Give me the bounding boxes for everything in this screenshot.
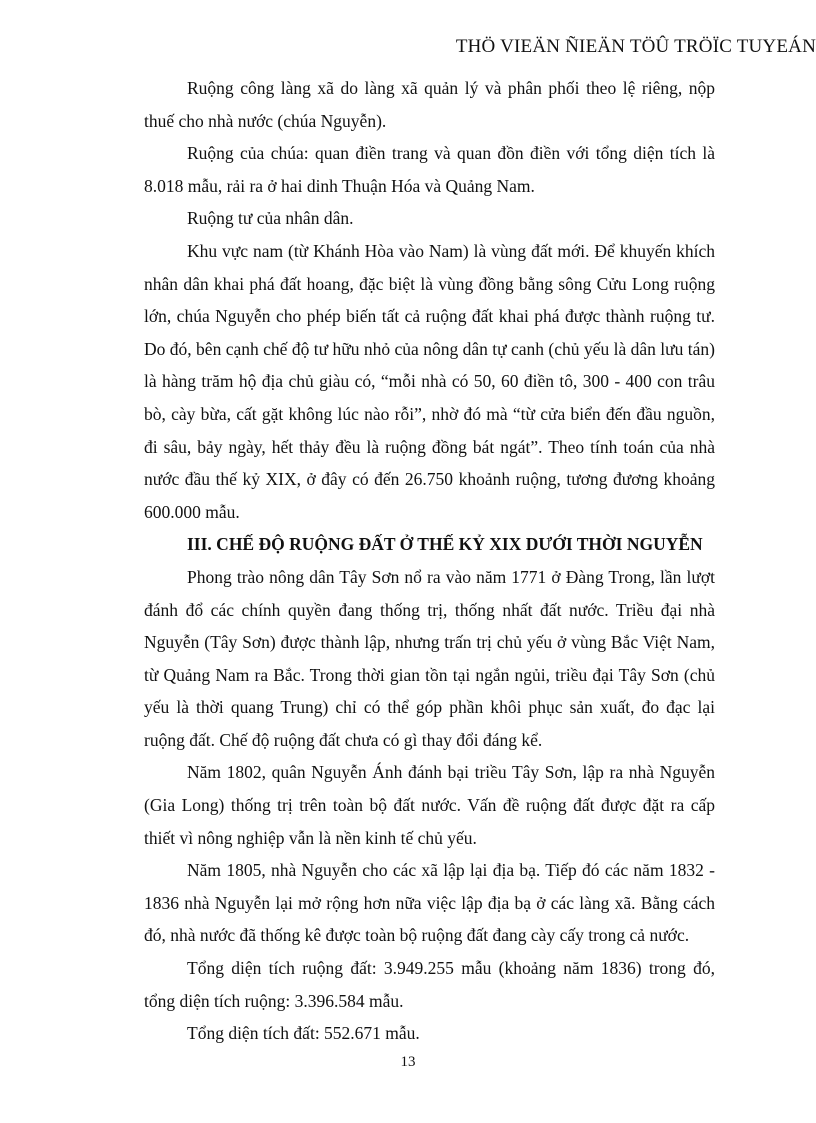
- paragraph-lord-fields: Ruộng của chúa: quan điền trang và quan đồn điền với tổng diện tích là 8.018 mẫu, rải ra ở hai dinh Thuận Hóa và Quảng Nam.: [144, 143, 715, 196]
- paragraph-tay-son: Phong trào nông dân Tây Sơn nổ ra vào năm 1771 ở Đàng Trong, lần lượt đánh đổ các chính quyền đang thống trị, thống nhất đất nước. Triều đại nhà Nguyễn (Tây Sơn) được thành lập, nhưng trấn trị chủ yếu ở vùng Bắc Việt Nam, từ Quảng Nam ra Bắc. Trong thời gian tồn tại ngắn ngủi, triều đại Tây Sơn (chủ yếu là thời quang Trung) chỉ có thể góp phần khôi phục sản xuất, đo đạc lại ruộng đất. Chế độ ruộng đất chưa có gì thay đổi đáng kể.: [144, 566, 715, 750]
- page-number: 13: [400, 1054, 416, 1070]
- section-heading: III. CHẾ ĐỘ RUỘNG ĐẤT Ở THẾ KỶ XIX DƯỚI THỜI NGUYỄN: [187, 534, 703, 555]
- paragraph-total-area: Tổng diện tích ruộng đất: 3.949.255 mẫu (khoảng năm 1836) trong đó, tổng diện tích ruộng: 3.396.584 mẫu.: [144, 958, 715, 1011]
- paragraph-land-registers: Năm 1805, nhà Nguyễn cho các xã lập lại địa bạ. Tiếp đó các năm 1832 - 1836 nhà Nguyễn lại mở rộng hơn nữa việc lập địa bạ ở các làng xã. Bằng cách đó, nhà nước đã thống kê được toàn bộ ruộng đất đang cày cấy trong cả nước.: [144, 860, 715, 946]
- paragraph-land-area: Tổng diện tích đất: 552.671 mẫu.: [187, 1023, 420, 1044]
- paragraph-private-fields: Ruộng tư của nhân dân.: [187, 208, 354, 229]
- paragraph-southern-region: Khu vực nam (từ Khánh Hòa vào Nam) là vùng đất mới. Để khuyến khích nhân dân khai phá đất hoang, đặc biệt là vùng đồng bằng sông Cửu Long ruộng lớn, chúa Nguyễn cho phép biến tất cả ruộng đất khai phá được thành ruộng tư. Do đó, bên cạnh chế độ tư hữu nhỏ của nông dân tự canh (chủ yếu là dân lưu tán) là hàng trăm hộ địa chủ giàu có, “mỗi nhà có 50, 60 điền tô, 300 - 400 con trâu bò, cày bừa, cất gặt không lúc nào rỗi”, nhờ đó mà “từ cửa biển đến đầu nguồn, đi sâu, bảy ngày, hết thảy đều là ruộng đồng bát ngát”. Theo tính toán của nhà nước đầu thế kỷ XIX, ở đây có đến 26.750 khoảnh ruộng, tương đương khoảng 600.000 mẫu.: [144, 240, 715, 522]
- paragraph-communal-fields: Ruộng công làng xã do làng xã quản lý và phân phối theo lệ riêng, nộp thuế cho nhà nước (chúa Nguyễn).: [144, 78, 715, 131]
- document-body: [144, 72, 715, 1050]
- paragraph-nguyen-anh: Năm 1802, quân Nguyễn Ánh đánh bại triều Tây Sơn, lập ra nhà Nguyễn (Gia Long) thống trị trên toàn bộ đất nước. Vấn đề ruộng đất được đặt ra cấp thiết vì nông nghiệp vẫn là nền kinh tế chủ yếu.: [144, 762, 715, 848]
- page-header: THÖ VIEÄN ÑIEÄN TÖÛ TRÖÏC TUYEÁN: [455, 36, 816, 57]
